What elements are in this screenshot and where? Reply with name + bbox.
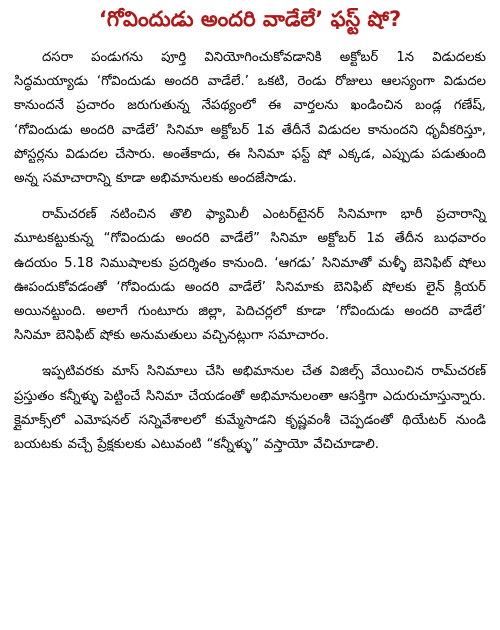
article-paragraph-3: ఇప్పటివరకు మాస్ సినిమాలు చేసి అభిమానుల చేత విజిల్స్ వేయించిన రామ్‌చరణ్ ప్రస్తుతం కన్నీళ్ళు పెట్టించే సినిమా చేయడంతో అభిమానులంతా ఆసక్తిగా ఎదురుచూస్తున్నారు. క్లైమాక్స్‌లో ఎమోషనల్ సన్నివేశాలలో కుమ్మేసాడని కృష్ణవంశీ చెప్పడంతో థియేటర్ నుండి బయటకు వచ్చే ప్రేక్షకులకు ఎటువంటి “కన్నీళ్ళు” వస్తాయో వేచిచూడాలి. — [14, 364, 486, 453]
article-paragraph-1: దసరా పండుగను పూర్తి వినియోగించుకోవడానికి అక్టోబర్ 1న విడుదలకు సిద్ధమయ్యాడు ‘గోవిందుడు అందరి వాడేలే.’ ఒకటి, రెండు రోజులు ఆలస్యంగా విడుదల కానుందనే ప్రచారం జరుగుతున్న నేపథ్యంలో ఈ వార్తలను ఖండించిన బండ్ల గణేష్, ‘గోవిందుడు అందరి వాడేలే’ సినిమా అక్టోబర్ 1వ తేదీనే విడుదల కానుందని ధృవీకరిస్తూ, పోస్టర్లను విడుదల చేసారు. అంతేకాదు, ఈ సినిమా ఫస్ట్ షో ఎక్కడ, ఎప్పుడు పడుతుంది అన్న సమాచారాన్ని కూడా అభిమానులకు అందజేసాడు. — [14, 50, 486, 187]
article-paragraph-2: రామ్‌చరణ్ నటించిన తొలి ఫ్యామిలీ ఎంటర్‌టైనర్ సినిమాగా భారీ ప్రచారాన్ని మూటకట్టుకున్న “గోవిందుడు అందరి వాడేలే” సినిమా అక్టోబర్ 1వ తేదీన బుధవారం ఉదయం 5.18 నిముషాలకు ప్రదర్శితం కానుంది. ‘ఆగడు’ సినిమాతో మళ్ళీ బెనిఫిట్ షోలు ఊపందుకోవడంతో ‘గోవిందుడు అందరి వాడేలే’ సినిమాకు బెనిఫిట్ షోలకు లైన్ క్లియర్ అయినట్టుంది. అలాగే గుంటూరు జిల్లా, పెదిచర్లలో కూడా ‘గోవిందుడు అందరి వాడేలే’ సినిమా బెనిఫిట్ షోకు అనుమతులు వచ్చినట్లుగా సమాచారం. — [14, 207, 486, 344]
article-headline: ‘గోవిందుడు అందరి వాడేలే’ ఫస్ట్ షో? — [98, 7, 402, 31]
